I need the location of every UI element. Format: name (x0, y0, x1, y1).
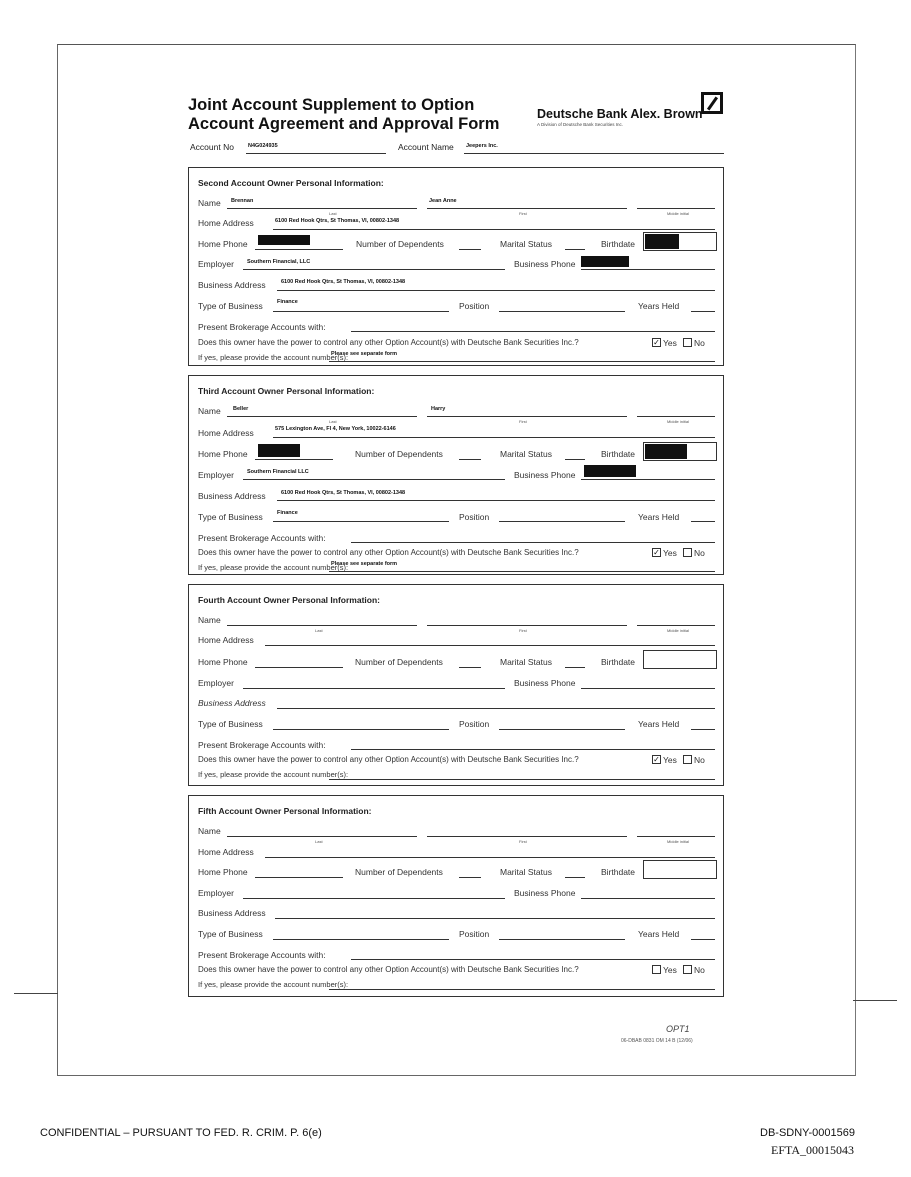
if-yes-label: If yes, please provide the account number(s): (198, 353, 349, 362)
years-held-line (691, 729, 715, 730)
position-line (499, 729, 625, 730)
first-name-value: Jean Anne (429, 198, 457, 204)
home-phone-label: Home Phone (198, 657, 248, 667)
business-address-line (277, 290, 715, 291)
home-address-value: 575 Lexington Ave, Fl 4, New York, 10022-6146 (275, 426, 396, 432)
business-phone-line (581, 479, 715, 480)
type-of-business-value: Finance (277, 299, 298, 305)
yes-checkbox[interactable] (652, 965, 661, 974)
dependents-line (459, 667, 481, 668)
if-yes-label: If yes, please provide the account number(s): (198, 980, 349, 989)
section-second-owner (188, 167, 724, 366)
account-numbers-line (329, 361, 715, 362)
marital-status-label: Marital Status (500, 657, 552, 667)
marital-status-line (565, 877, 585, 878)
form-code-detail: 06-DBAB 0831 OM 14 B (12/06) (621, 1038, 693, 1044)
employer-line (243, 898, 505, 899)
years-held-label: Years Held (638, 301, 680, 311)
home-phone-line (255, 667, 343, 668)
position-line (499, 311, 625, 312)
confidential-notice: CONFIDENTIAL – PURSUANT TO FED. R. CRIM. P. 6(e) (40, 1127, 322, 1139)
brand-subtitle: A Division of Deutsche Bank Securities Inc. (537, 122, 624, 127)
account-numbers-line (329, 571, 715, 572)
position-line (499, 939, 625, 940)
business-address-value: 6100 Red Hook Qtrs, St Thomas, VI, 00802-1348 (281, 490, 406, 496)
home-address-line (265, 645, 715, 646)
position-label: Position (459, 719, 490, 729)
form-code: OPT1 (666, 1024, 690, 1034)
no-checkbox[interactable] (683, 338, 692, 347)
first-caption: First (519, 839, 527, 844)
home-address-label: Home Address (198, 635, 254, 645)
yes-checkbox[interactable]: ✓ (653, 755, 660, 764)
account-name-value: Jeepers Inc. (466, 143, 498, 149)
type-of-business-label: Type of Business (198, 719, 263, 729)
yes-label: Yes (663, 548, 677, 558)
business-address-label: Business Address (198, 908, 266, 918)
yes-label: Yes (663, 338, 677, 348)
no-checkbox[interactable] (683, 548, 692, 557)
no-checkbox[interactable] (683, 755, 692, 764)
business-phone-label: Business Phone (514, 888, 576, 898)
marital-status-line (565, 459, 585, 460)
account-name-line (464, 153, 724, 154)
years-held-line (691, 939, 715, 940)
dependents-label: Number of Dependents (355, 657, 443, 667)
yes-label: Yes (663, 965, 677, 975)
dependents-label: Number of Dependents (356, 239, 444, 249)
last-name-value: Brennan (231, 198, 254, 204)
control-question: Does this owner have the power to control any other Option Account(s) with Deutsche Bank Securities Inc.? (198, 548, 579, 557)
marital-status-label: Marital Status (500, 449, 552, 459)
deutsche-bank-logo-icon (701, 92, 723, 114)
business-address-label: Business Address (198, 698, 266, 708)
first-caption: First (519, 628, 527, 633)
section-fifth-owner (188, 795, 724, 997)
last-name-line (227, 836, 417, 837)
control-question: Does this owner have the power to control any other Option Account(s) with Deutsche Bank Securities Inc.? (198, 338, 579, 347)
name-label: Name (198, 198, 221, 208)
birthdate-label: Birthdate (601, 867, 636, 877)
employer-value: Southern Financial, LLC (247, 259, 311, 265)
first-caption: First (519, 419, 527, 424)
name-label: Name (198, 826, 221, 836)
type-of-business-label: Type of Business (198, 512, 263, 522)
first-name-line (427, 625, 627, 626)
home-phone-label: Home Phone (198, 239, 248, 249)
years-held-label: Years Held (638, 719, 680, 729)
position-label: Position (459, 929, 490, 939)
name-label: Name (198, 406, 221, 416)
middle-initial-line (637, 836, 715, 837)
middle-initial-line (637, 625, 715, 626)
account-numbers-value: Please see separate form (331, 561, 398, 567)
first-name-line (427, 836, 627, 837)
last-name-value: Beller (233, 406, 249, 412)
home-phone-line (255, 877, 343, 878)
brokerage-line (351, 749, 715, 750)
middle-caption: Middle initial (667, 419, 690, 424)
employer-label: Employer (198, 678, 234, 688)
dependents-line (459, 459, 481, 460)
section-third-owner (188, 375, 724, 575)
no-label: No (694, 338, 705, 348)
years-held-label: Years Held (638, 512, 680, 522)
redaction-bar (584, 465, 636, 477)
years-held-label: Years Held (638, 929, 680, 939)
employer-label: Employer (198, 888, 234, 898)
home-phone-line (255, 249, 343, 250)
employer-line (243, 479, 505, 480)
type-of-business-line (273, 939, 449, 940)
business-address-line (275, 918, 715, 919)
section-title: Fifth Account Owner Personal Information: (198, 806, 372, 816)
control-question: Does this owner have the power to control any other Option Account(s) with Deutsche Bank Securities Inc.? (198, 755, 579, 764)
type-of-business-line (273, 311, 449, 312)
position-label: Position (459, 512, 490, 522)
section-title: Third Account Owner Personal Information: (198, 386, 375, 396)
account-no-line (246, 153, 386, 154)
birthdate-label: Birthdate (601, 657, 636, 667)
section-fourth-owner (188, 584, 724, 786)
employer-label: Employer (198, 470, 234, 480)
brokerage-label: Present Brokerage Accounts with: (198, 533, 326, 543)
redaction-bar (645, 444, 687, 459)
yes-checkbox[interactable]: ✓ (653, 548, 660, 557)
home-address-label: Home Address (198, 847, 254, 857)
brokerage-line (351, 331, 715, 332)
redaction-bar (258, 444, 300, 457)
business-address-label: Business Address (198, 491, 266, 501)
home-phone-line (255, 459, 333, 460)
years-held-line (691, 311, 715, 312)
business-address-value: 6100 Red Hook Qtrs, St Thomas, VI, 00802-1348 (281, 279, 406, 285)
business-phone-line (581, 898, 715, 899)
form-title (188, 96, 499, 134)
employer-line (243, 269, 505, 270)
redaction-bar (258, 235, 310, 245)
bates-number: DB-SDNY-0001569 (760, 1127, 855, 1139)
account-numbers-value: Please see separate form (331, 351, 398, 357)
last-caption: Last (329, 419, 337, 424)
business-phone-label: Business Phone (514, 259, 576, 269)
last-name-line (227, 625, 417, 626)
redaction-bar (645, 234, 679, 249)
no-label: No (694, 755, 705, 765)
no-label: No (694, 548, 705, 558)
marital-status-label: Marital Status (500, 867, 552, 877)
business-phone-label: Business Phone (514, 678, 576, 688)
business-phone-line (581, 688, 715, 689)
home-address-line (273, 437, 715, 438)
last-caption: Last (315, 839, 323, 844)
birthdate-field[interactable] (643, 650, 717, 669)
brand-name: Deutsche Bank Alex. Brown (537, 107, 703, 121)
home-phone-label: Home Phone (198, 449, 248, 459)
form-title-line2: Account Agreement and Approval Form (188, 115, 500, 133)
type-of-business-line (273, 521, 449, 522)
business-address-label: Business Address (198, 280, 266, 290)
account-no-label: Account No (190, 142, 234, 152)
middle-caption: Middle initial (667, 628, 690, 633)
years-held-line (691, 521, 715, 522)
employer-label: Employer (198, 259, 234, 269)
home-address-label: Home Address (198, 428, 254, 438)
home-address-line (273, 229, 715, 230)
marital-status-label: Marital Status (500, 239, 552, 249)
brokerage-line (351, 542, 715, 543)
middle-caption: Middle initial (667, 839, 690, 844)
business-phone-line (581, 269, 715, 270)
section-title: Second Account Owner Personal Information: (198, 178, 384, 188)
section-title: Fourth Account Owner Personal Information: (198, 595, 380, 605)
scan-edge-left (14, 993, 58, 994)
middle-initial-line (637, 208, 715, 209)
last-name-line (227, 208, 417, 209)
home-address-line (265, 857, 715, 858)
dependents-label: Number of Dependents (355, 449, 443, 459)
name-label: Name (198, 615, 221, 625)
employer-value: Southern Financial LLC (247, 469, 309, 475)
brokerage-label: Present Brokerage Accounts with: (198, 950, 326, 960)
middle-initial-line (637, 416, 715, 417)
home-address-label: Home Address (198, 218, 254, 228)
dependents-label: Number of Dependents (355, 867, 443, 877)
business-phone-label: Business Phone (514, 470, 576, 480)
dependents-line (459, 249, 481, 250)
account-no-value: N4G024935 (248, 143, 278, 149)
scan-edge-right (853, 1000, 897, 1001)
type-of-business-value: Finance (277, 510, 298, 516)
dependents-line (459, 877, 481, 878)
marital-status-line (565, 249, 585, 250)
yes-checkbox[interactable]: ✓ (653, 338, 660, 347)
business-address-line (277, 708, 715, 709)
if-yes-label: If yes, please provide the account number(s): (198, 770, 349, 779)
efta-number: EFTA_00015043 (771, 1143, 855, 1157)
birthdate-field[interactable] (643, 860, 717, 879)
last-caption: Last (315, 628, 323, 633)
business-address-line (277, 500, 715, 501)
type-of-business-label: Type of Business (198, 301, 263, 311)
birthdate-label: Birthdate (601, 449, 636, 459)
type-of-business-label: Type of Business (198, 929, 263, 939)
no-label: No (694, 965, 705, 975)
if-yes-label: If yes, please provide the account number(s): (198, 563, 349, 572)
position-label: Position (459, 301, 490, 311)
brokerage-label: Present Brokerage Accounts with: (198, 322, 326, 332)
position-line (499, 521, 625, 522)
last-name-line (227, 416, 417, 417)
first-name-line (427, 208, 627, 209)
account-numbers-line (329, 989, 715, 990)
brokerage-line (351, 959, 715, 960)
last-caption: Last (329, 211, 337, 216)
redaction-bar (581, 256, 629, 267)
birthdate-label: Birthdate (601, 239, 636, 249)
form-title-line1: Joint Account Supplement to Option (188, 96, 475, 114)
marital-status-line (565, 667, 585, 668)
type-of-business-line (273, 729, 449, 730)
account-numbers-line (329, 779, 715, 780)
first-caption: First (519, 211, 527, 216)
yes-label: Yes (663, 755, 677, 765)
home-phone-label: Home Phone (198, 867, 248, 877)
employer-line (243, 688, 505, 689)
first-name-line (427, 416, 627, 417)
brokerage-label: Present Brokerage Accounts with: (198, 740, 326, 750)
middle-caption: Middle initial (667, 211, 690, 216)
no-checkbox[interactable] (683, 965, 692, 974)
account-name-label: Account Name (398, 142, 454, 152)
first-name-value: Harry (431, 406, 446, 412)
home-address-value: 6100 Red Hook Qtrs, St Thomas, VI, 00802-1348 (275, 218, 400, 224)
control-question: Does this owner have the power to control any other Option Account(s) with Deutsche Bank Securities Inc.? (198, 965, 579, 974)
